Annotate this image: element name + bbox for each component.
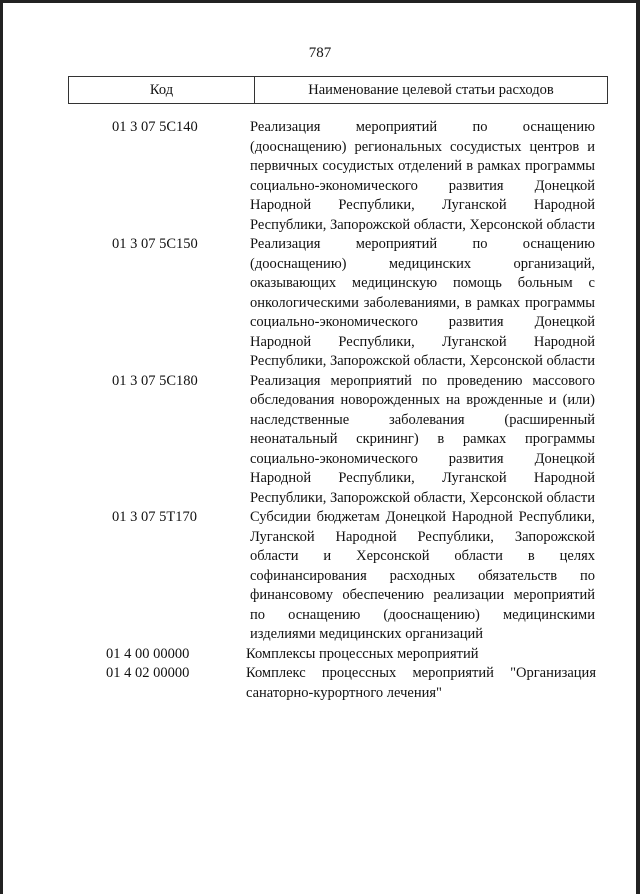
row-name: Субсидии бюджетам Донецкой Народной Республики, Луганской Народной Республики, Запорожской области и Херсонской области в целях софинансирования расходных обязательств по финансовому обеспечению реализации мероприятий по оснащению (дооснащению) медицинскими изделиями медицинских организаций bbox=[250, 509, 595, 642]
table-body bbox=[0, 118, 640, 703]
table-row bbox=[0, 372, 640, 509]
row-code: 01 4 02 00000 bbox=[106, 665, 190, 681]
row-code: 01 3 07 5Т170 bbox=[112, 509, 197, 525]
table-row bbox=[0, 118, 640, 235]
row-name: Комплекс процессных мероприятий "Организация санаторно-курортного лечения" bbox=[246, 665, 596, 701]
header-code: Код bbox=[69, 77, 255, 103]
row-code: 01 3 07 5С180 bbox=[112, 372, 198, 389]
row-name: Комплексы процессных мероприятий bbox=[246, 645, 479, 662]
page-number: 787 bbox=[308, 45, 332, 61]
table-row bbox=[0, 664, 640, 703]
row-code: 01 4 00 00000 bbox=[106, 645, 190, 662]
row-name: Реализация мероприятий по оснащению (дооснащению) региональных сосудистых центров и первичных сосудистых отделений в рамках программы социально-экономического развития Донецкой Народной Республики, Луганской Народной Республики, Запорожской области, Херсонской области bbox=[250, 119, 595, 233]
table-row bbox=[0, 645, 640, 665]
table-row bbox=[0, 235, 640, 372]
header-name: Наименование целевой статьи расходов bbox=[308, 81, 554, 98]
table-row bbox=[0, 508, 640, 645]
row-name: Реализация мероприятий по оснащению (дооснащению) медицинских организаций, оказывающих медицинскую помощь больным с онкологическими заболеваниями, в рамках программы социально-экономического развития Донецкой Народной Республики, Луганской Народной Республики, Запорожской области, Херсонской области bbox=[250, 236, 595, 369]
scan-edge-top bbox=[0, 0, 640, 3]
table-header bbox=[68, 76, 608, 104]
row-name: Реализация мероприятий по проведению массового обследования новорожденных на врожденные и (или) наследственные заболевания (расширенный неонатальный скрининг) в рамках программы социально-экономического развития Донецкой Народной Республики, Луганской Народной Республики, Запорожской области, Херсонской области bbox=[250, 372, 595, 506]
row-code: 01 3 07 5С150 bbox=[112, 236, 198, 252]
row-code: 01 3 07 5С140 bbox=[112, 119, 198, 135]
